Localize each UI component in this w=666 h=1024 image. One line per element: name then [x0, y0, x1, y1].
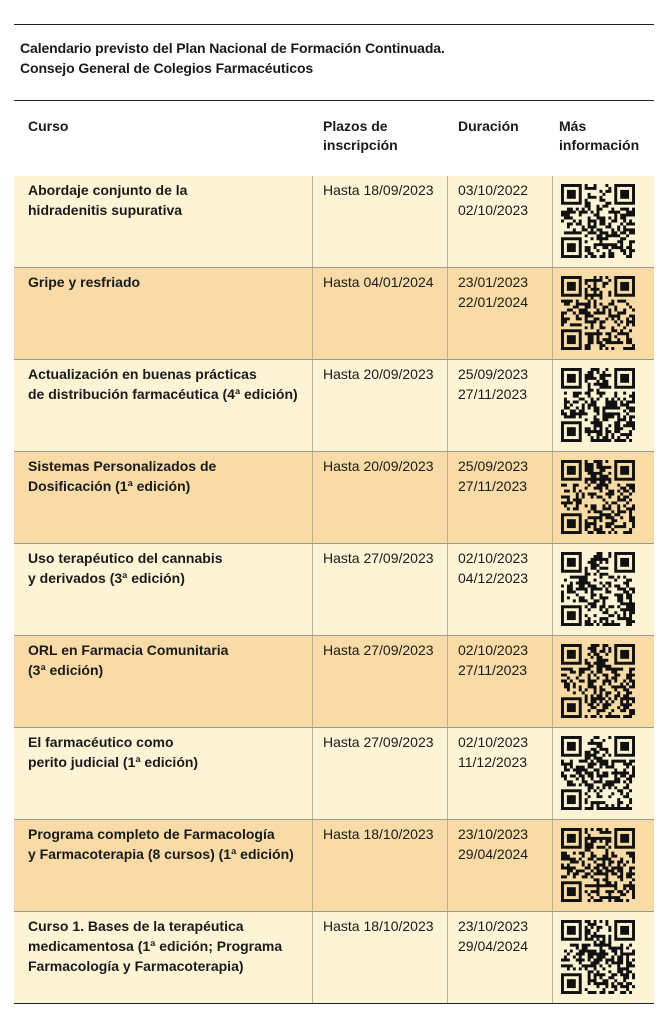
column-divider [552, 268, 553, 359]
qr-code-icon[interactable] [561, 828, 635, 902]
column-divider [552, 636, 553, 727]
start-date: 23/01/2023 [458, 274, 529, 290]
registration-deadline: Hasta 27/09/2023 [323, 734, 434, 750]
more-info-qr[interactable] [561, 368, 635, 442]
course-name [28, 456, 303, 496]
course-name-line: de distribución farmacéutica (4ª edición) [28, 386, 298, 402]
registration-deadline: Hasta 18/10/2023 [323, 826, 434, 842]
header-plazo-line-2: inscripción [323, 137, 398, 153]
more-info-qr[interactable] [561, 276, 635, 350]
table-row [14, 268, 654, 360]
course-name-line: perito judicial (1ª edición) [28, 754, 199, 770]
end-date: 11/12/2023 [458, 754, 528, 770]
course-name-line: El farmacéutico como [28, 734, 174, 750]
column-divider [447, 912, 448, 1003]
start-date: 23/10/2023 [458, 826, 529, 842]
course-name [28, 732, 303, 772]
end-date: 02/10/2023 [458, 202, 529, 218]
duration-dates [458, 456, 548, 496]
course-name-line: (3ª edición) [28, 662, 104, 678]
header-plazo [323, 117, 443, 155]
table-row [14, 360, 654, 452]
header-info-line-1: Más [559, 118, 587, 134]
column-divider [552, 728, 553, 819]
qr-code-icon[interactable] [561, 184, 635, 258]
header-course: Curso [28, 118, 69, 134]
page-title [20, 38, 640, 78]
header-plazo-line-1: Plazos de [323, 118, 388, 134]
duration-dates [458, 272, 548, 312]
registration-deadline: Hasta 04/01/2024 [323, 274, 434, 290]
qr-code-icon[interactable] [561, 552, 635, 626]
column-divider [447, 176, 448, 267]
qr-code-icon[interactable] [561, 920, 635, 994]
course-name-line: Dosificación (1ª edición) [28, 478, 191, 494]
course-name-line: Abordaje conjunto de la [28, 182, 188, 198]
qr-code-icon[interactable] [561, 276, 635, 350]
start-date: 02/10/2023 [458, 550, 529, 566]
column-divider [312, 636, 313, 727]
table-row [14, 544, 654, 636]
header-duration: Duración [458, 118, 519, 134]
start-date: 25/09/2023 [458, 458, 529, 474]
duration-dates [458, 732, 548, 772]
column-divider [447, 360, 448, 451]
course-name-line: Gripe y resfriado [28, 274, 141, 290]
table-row [14, 176, 654, 268]
start-date: 02/10/2023 [458, 734, 529, 750]
course-name-line: medicamentosa (1ª edición; Programa [28, 938, 283, 954]
course-name-line: Actualización en buenas prácticas [28, 366, 257, 382]
duration-dates [458, 916, 548, 956]
more-info-qr[interactable] [561, 552, 635, 626]
column-divider [312, 452, 313, 543]
end-date: 27/11/2023 [458, 478, 528, 494]
course-name-line: Curso 1. Bases de la terapéutica [28, 918, 244, 934]
registration-deadline: Hasta 18/09/2023 [323, 182, 434, 198]
qr-code-icon[interactable] [561, 460, 635, 534]
duration-dates [458, 548, 548, 588]
end-date: 29/04/2024 [458, 938, 529, 954]
more-info-qr[interactable] [561, 828, 635, 902]
qr-code-icon[interactable] [561, 644, 635, 718]
column-divider [312, 728, 313, 819]
column-divider [312, 268, 313, 359]
column-divider [447, 820, 448, 911]
column-divider [312, 820, 313, 911]
course-name-line: Programa completo de Farmacología [28, 826, 275, 842]
course-name [28, 364, 303, 404]
course-name [28, 824, 303, 864]
title-line-2: Consejo General de Colegios Farmacéuticos [20, 60, 314, 76]
column-divider [552, 912, 553, 1003]
table-row [14, 912, 654, 1004]
duration-dates [458, 180, 548, 220]
qr-code-icon[interactable] [561, 368, 635, 442]
title-line-1: Calendario previsto del Plan Nacional de Formación Continuada. [20, 40, 445, 56]
duration-dates [458, 824, 548, 864]
qr-code-icon[interactable] [561, 736, 635, 810]
course-name-line: Farmacología y Farmacoterapia) [28, 958, 244, 974]
table-row [14, 452, 654, 544]
registration-deadline: Hasta 27/09/2023 [323, 550, 434, 566]
registration-deadline: Hasta 27/09/2023 [323, 642, 434, 658]
course-name [28, 180, 303, 220]
column-divider [552, 544, 553, 635]
column-divider [447, 268, 448, 359]
course-name-line: y Farmacoterapia (8 cursos) (1ª edición) [28, 846, 294, 862]
column-divider [552, 360, 553, 451]
registration-deadline: Hasta 20/09/2023 [323, 458, 434, 474]
course-name [28, 272, 303, 292]
column-divider [552, 452, 553, 543]
more-info-qr[interactable] [561, 736, 635, 810]
column-divider [447, 452, 448, 543]
more-info-qr[interactable] [561, 920, 635, 994]
start-date: 25/09/2023 [458, 366, 529, 382]
table-body [14, 176, 654, 1004]
start-date: 02/10/2023 [458, 642, 529, 658]
start-date: 03/10/2022 [458, 182, 529, 198]
column-divider [552, 176, 553, 267]
column-divider [447, 544, 448, 635]
table-row [14, 636, 654, 728]
column-divider [312, 176, 313, 267]
course-name-line: Sistemas Personalizados de [28, 458, 217, 474]
end-date: 04/12/2023 [458, 570, 529, 586]
column-divider [312, 360, 313, 451]
more-info-qr[interactable] [561, 460, 635, 534]
more-info-qr[interactable] [561, 644, 635, 718]
duration-dates [458, 364, 548, 404]
column-divider [312, 544, 313, 635]
start-date: 23/10/2023 [458, 918, 529, 934]
header-info-line-2: información [559, 137, 640, 153]
header-more-info [559, 117, 654, 155]
course-name [28, 548, 303, 588]
course-name-line: hidradenitis supurativa [28, 202, 183, 218]
end-date: 27/11/2023 [458, 386, 528, 402]
column-divider [312, 912, 313, 1003]
column-divider [552, 820, 553, 911]
table-row [14, 820, 654, 912]
more-info-qr[interactable] [561, 184, 635, 258]
course-name-line: y derivados (3ª edición) [28, 570, 185, 586]
duration-dates [458, 640, 548, 680]
course-name-line: Uso terapéutico del cannabis [28, 550, 223, 566]
end-date: 29/04/2024 [458, 846, 529, 862]
table-row [14, 728, 654, 820]
registration-deadline: Hasta 20/09/2023 [323, 366, 434, 382]
table-header [14, 100, 654, 177]
column-divider [447, 728, 448, 819]
top-rule [14, 24, 654, 25]
course-name [28, 640, 303, 680]
end-date: 22/01/2024 [458, 294, 529, 310]
registration-deadline: Hasta 18/10/2023 [323, 918, 434, 934]
course-name [28, 916, 303, 976]
column-divider [447, 636, 448, 727]
end-date: 27/11/2023 [458, 662, 528, 678]
course-name-line: ORL en Farmacia Comunitaria [28, 642, 229, 658]
